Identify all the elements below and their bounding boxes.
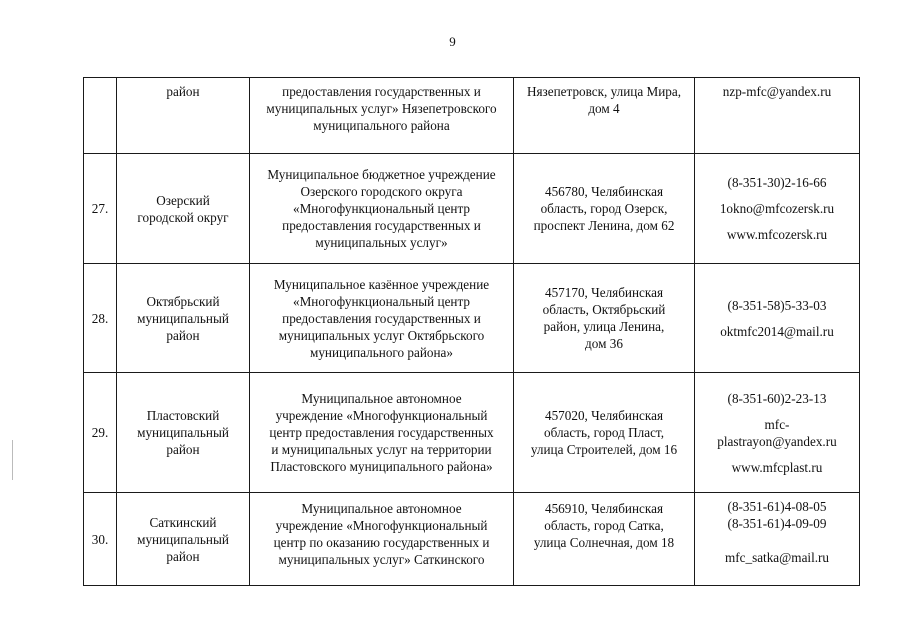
table-row — [84, 373, 860, 493]
organization-line: Муниципальное казённое учреждение — [273, 276, 490, 292]
organization-line: Озерского городского округа — [300, 184, 463, 199]
contacts-cell — [695, 154, 860, 264]
address-line: проспект Ленина, дом 62 — [533, 218, 675, 233]
address-line: область, город Сатка, — [544, 518, 664, 533]
contacts-cell — [695, 264, 860, 373]
district-line: муниципальный — [137, 425, 229, 440]
email-link[interactable]: mfc_satka@mail.ru — [724, 550, 830, 565]
phone-number: (8-351-61)4-08-05 — [727, 499, 827, 514]
organization-line: «Многофункциональный центр — [292, 201, 470, 216]
phone-number: (8-351-60)2-23-13 — [727, 390, 827, 406]
address-line: 457170, Челябинская — [544, 285, 664, 300]
address-line: район, улица Ленина, — [543, 319, 665, 334]
district-line: район — [166, 327, 200, 343]
district-line: Октябрьский — [146, 293, 220, 309]
mfc-registry-table — [83, 77, 860, 586]
address-line: 457020, Челябинская — [544, 408, 664, 423]
organization-line: учреждение «Многофункциональный — [275, 408, 488, 423]
district-cell — [117, 493, 250, 586]
table-row — [84, 493, 860, 586]
address-line: область, город Пласт, — [544, 425, 664, 440]
phone-number: (8-351-61)4-09-09 — [727, 516, 827, 531]
organization-line: центр предоставления государственных — [269, 425, 494, 440]
page-number: 9 — [449, 34, 456, 49]
organization-line: муниципальных услуг» — [315, 235, 448, 250]
address-line: область, Октябрьский — [542, 302, 666, 317]
district-line: район — [166, 84, 200, 99]
district-cell — [117, 78, 250, 154]
address-line: 456780, Челябинская — [544, 184, 664, 199]
organization-line: и муниципальных услуг на территории — [271, 442, 492, 457]
row-number — [84, 78, 117, 154]
district-line: Пластовский — [146, 408, 220, 423]
organization-line: предоставления государственных и — [282, 310, 481, 326]
table-row — [84, 264, 860, 373]
address-cell — [514, 493, 695, 586]
district-line: район — [166, 442, 200, 457]
phone-number: (8-351-30)2-16-66 — [727, 175, 827, 190]
address-cell — [514, 264, 695, 373]
organization-line: муниципальных услуг» Саткинского — [278, 552, 485, 567]
address-line: улица Строителей, дом 16 — [530, 442, 678, 457]
email-link[interactable]: plastrayon@yandex.ru — [717, 433, 837, 449]
address-cell — [514, 78, 695, 154]
organization-cell — [250, 493, 514, 586]
district-cell — [117, 373, 250, 493]
organization-cell — [250, 154, 514, 264]
district-line: муниципальный — [137, 310, 229, 326]
address-line: Нязепетровск, улица Мира, — [526, 84, 682, 99]
email-link[interactable]: mfc- — [764, 416, 790, 432]
contacts-cell — [695, 373, 860, 493]
address-line: улица Солнечная, дом 18 — [533, 535, 675, 550]
address-line: область, город Озерск, — [540, 201, 668, 216]
address-line: дом 36 — [585, 336, 623, 351]
organization-cell — [250, 78, 514, 154]
organization-line: муниципальных услуг» Нязепетровского — [266, 101, 497, 116]
address-line: 456910, Челябинская — [544, 501, 664, 516]
organization-line: муниципального района» — [309, 344, 453, 360]
district-line: район — [166, 548, 200, 564]
district-line: городской округ — [137, 209, 229, 225]
organization-line: «Многофункциональный центр — [292, 293, 470, 309]
organization-line: центр по оказанию государственных и — [273, 535, 490, 550]
organization-line: муниципальных услуг Октябрьского — [278, 327, 485, 343]
organization-line: Муниципальное бюджетное учреждение — [267, 167, 496, 182]
contacts-cell — [695, 78, 860, 154]
scan-margin-mark — [12, 440, 13, 480]
contacts-cell — [695, 493, 860, 586]
email-link[interactable]: 1okno@mfcozersk.ru — [719, 201, 835, 216]
email-link[interactable]: nzp-mfc@yandex.ru — [722, 84, 832, 99]
address-cell — [514, 373, 695, 493]
district-line: Саткинский — [149, 514, 217, 530]
district-line: Озерский — [156, 192, 210, 208]
organization-cell — [250, 373, 514, 493]
address-cell — [514, 154, 695, 264]
organization-line: Муниципальное автономное — [301, 391, 462, 406]
organization-cell — [250, 264, 514, 373]
organization-line: предоставления государственных и — [282, 84, 481, 99]
address-line: дом 4 — [588, 101, 620, 116]
table-row — [84, 154, 860, 264]
district-line: муниципальный — [137, 531, 229, 547]
row-number: 27. — [84, 154, 117, 264]
row-number: 30. — [84, 493, 117, 586]
organization-line: учреждение «Многофункциональный — [275, 518, 488, 533]
organization-line: Муниципальное автономное — [301, 501, 462, 516]
row-number: 28. — [84, 264, 117, 373]
district-cell — [117, 154, 250, 264]
phone-number: (8-351-58)5-33-03 — [727, 297, 827, 313]
organization-line: муниципального района — [313, 118, 450, 133]
organization-line: предоставления государственных и — [282, 218, 481, 233]
website-link[interactable]: www.mfcozersk.ru — [726, 227, 828, 242]
organization-line: Пластовского муниципального района» — [270, 459, 493, 474]
table-row-continued — [84, 78, 860, 154]
email-link[interactable]: oktmfc2014@mail.ru — [720, 323, 834, 339]
website-link[interactable]: www.mfcplast.ru — [731, 459, 823, 475]
row-number: 29. — [84, 373, 117, 493]
district-cell — [117, 264, 250, 373]
